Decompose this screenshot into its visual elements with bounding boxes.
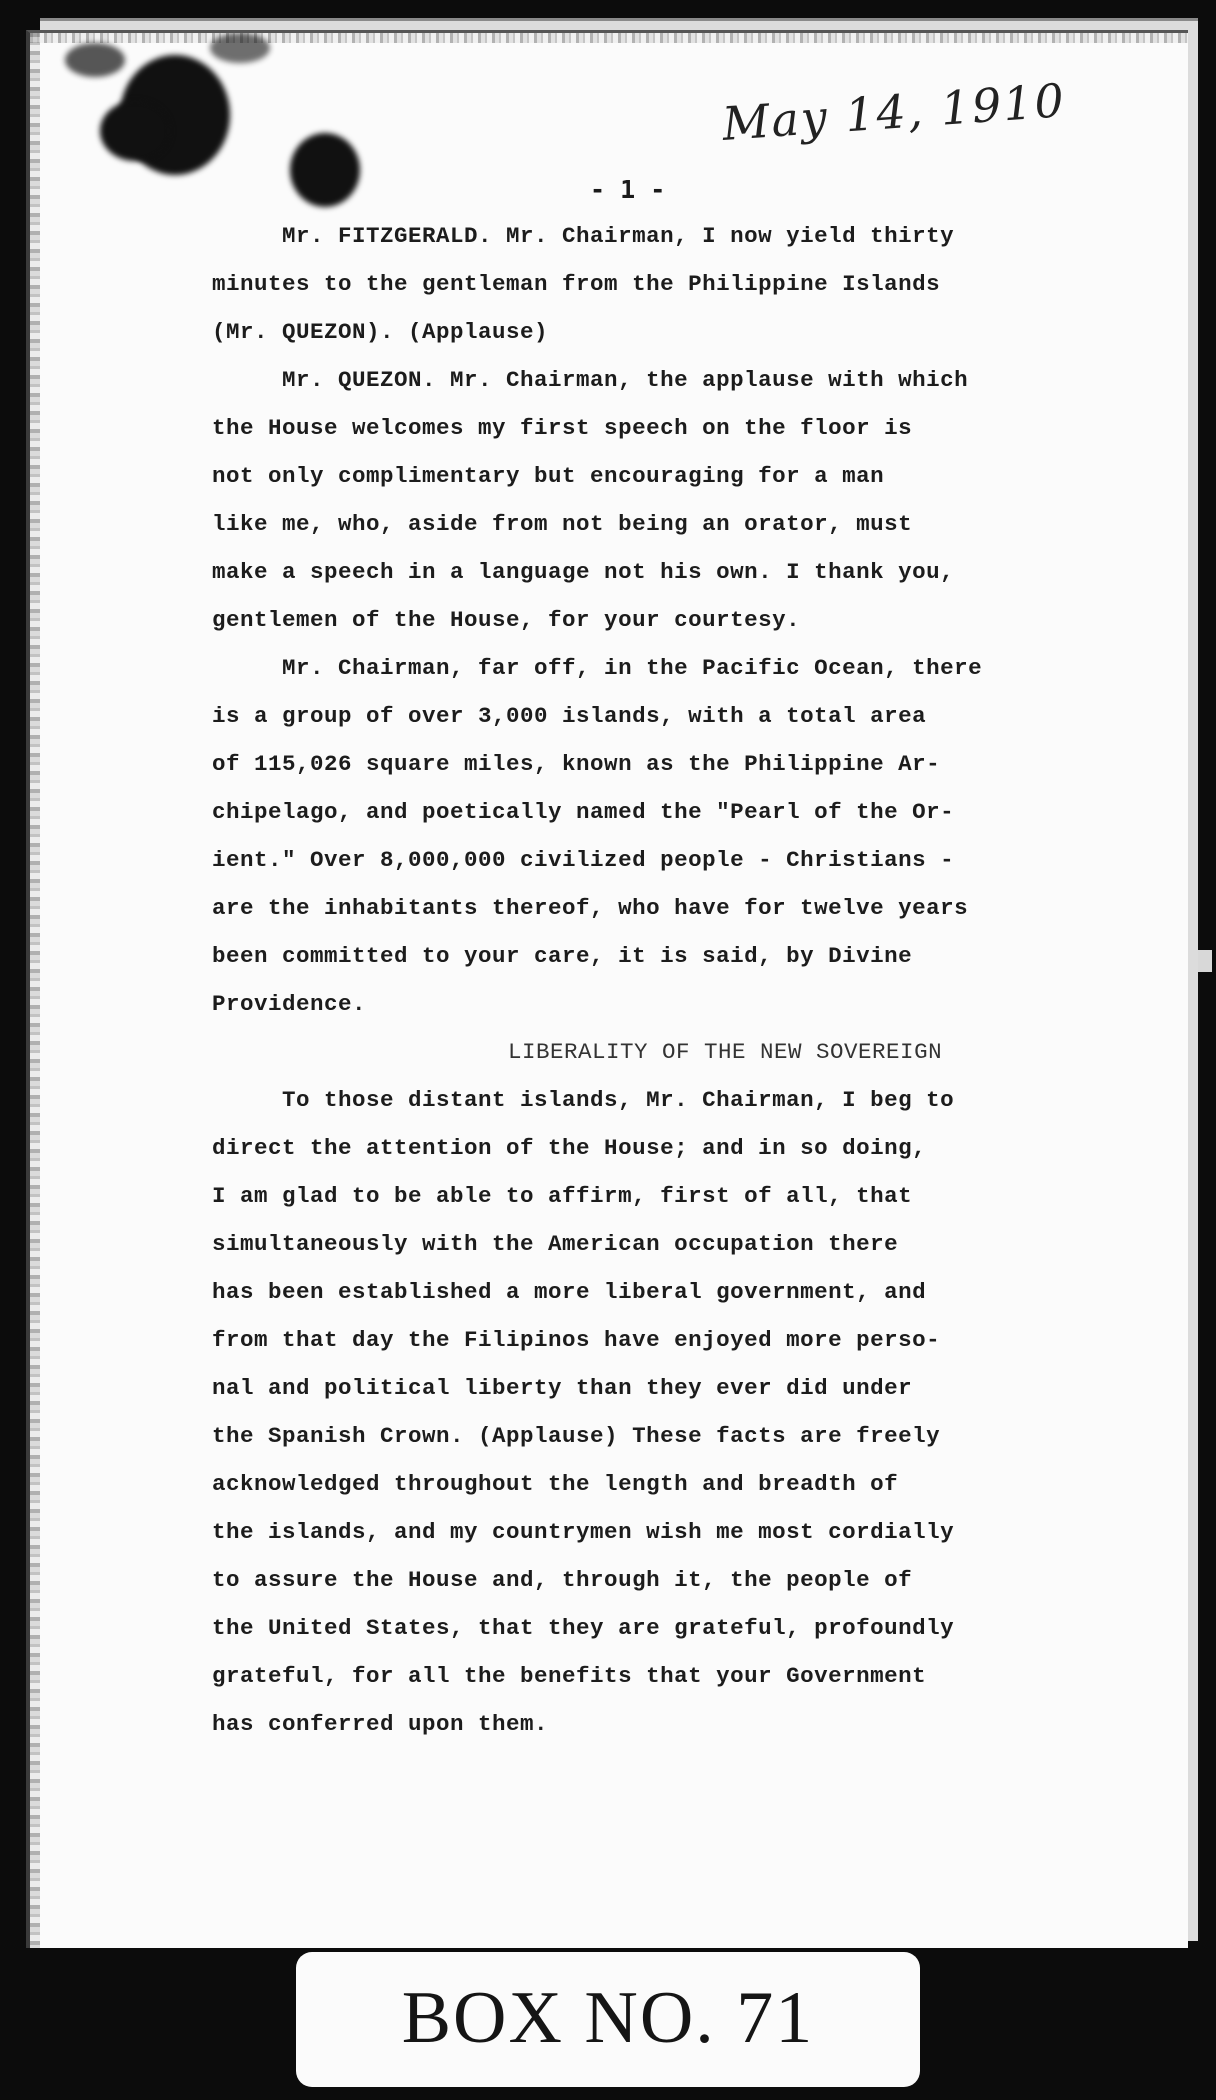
text-line: the House welcomes my first speech on the floor is <box>212 415 913 441</box>
text-line: acknowledged throughout the length and breadth of <box>212 1471 899 1497</box>
text-line: make a speech in a language not his own. I thank you, <box>212 559 955 585</box>
ink-stain <box>65 43 125 77</box>
text-line: has conferred upon them. <box>212 1711 549 1737</box>
text-line: direct the attention of the House; and in so doing, <box>212 1135 927 1161</box>
text-line: gentlemen of the House, for your courtesy. <box>212 607 801 633</box>
text-line: to assure the House and, through it, the people of <box>212 1567 913 1593</box>
text-line: Mr. FITZGERALD. Mr. Chairman, I now yield thirty <box>212 223 955 249</box>
text-line: grateful, for all the benefits that your Government <box>212 1663 927 1689</box>
typewritten-page <box>26 30 1188 1948</box>
ink-stain <box>210 33 270 63</box>
handwritten-date: May 14, 1910 <box>720 73 1068 151</box>
text-line: is a group of over 3,000 islands, with a total area <box>212 703 927 729</box>
text-line: Mr. Chairman, far off, in the Pacific Ocean, there <box>212 655 983 681</box>
text-line: (Mr. QUEZON). (Applause) <box>212 319 549 345</box>
text-line: nal and political liberty than they ever did under <box>212 1375 913 1401</box>
text-line: the United States, that they are grateful, profoundly <box>212 1615 955 1641</box>
box-label <box>296 1952 920 2087</box>
text-line: the islands, and my countrymen wish me most cordially <box>212 1519 955 1545</box>
paper-tab <box>1198 950 1212 972</box>
text-line: chipelago, and poetically named the "Pearl of the Or- <box>212 799 955 825</box>
text-line: are the inhabitants thereof, who have for twelve years <box>212 895 969 921</box>
paper-top-edge <box>30 33 1188 43</box>
text-line: has been established a more liberal government, and <box>212 1279 927 1305</box>
text-line: ient." Over 8,000,000 civilized people - Christians - <box>212 847 955 873</box>
text-line: of 115,026 square miles, known as the Philippine Ar- <box>212 751 941 777</box>
text-line: I am glad to be able to affirm, first of all, that <box>212 1183 913 1209</box>
page-number: - 1 - <box>590 175 666 204</box>
text-line: minutes to the gentleman from the Philippine Islands <box>212 271 941 297</box>
text-line: simultaneously with the American occupation there <box>212 1231 899 1257</box>
box-label-text: BOX NO. 71 <box>401 1977 815 2059</box>
text-line: Providence. <box>212 991 367 1017</box>
text-line: not only complimentary but encouraging for a man <box>212 463 885 489</box>
text-line: Mr. QUEZON. Mr. Chairman, the applause with which <box>212 367 969 393</box>
text-line: been committed to your care, it is said, by Divine <box>212 943 913 969</box>
ink-stain <box>100 101 170 161</box>
ink-stain <box>290 133 360 207</box>
text-line: To those distant islands, Mr. Chairman, I beg to <box>212 1087 955 1113</box>
text-line: from that day the Filipinos have enjoyed more perso- <box>212 1327 941 1353</box>
text-line: like me, who, aside from not being an orator, must <box>212 511 913 537</box>
text-line: the Spanish Crown. (Applause) These facts are freely <box>212 1423 941 1449</box>
section-heading: LIBERALITY OF THE NEW SOVEREIGN <box>508 1039 943 1065</box>
paper-left-edge <box>30 33 40 1948</box>
